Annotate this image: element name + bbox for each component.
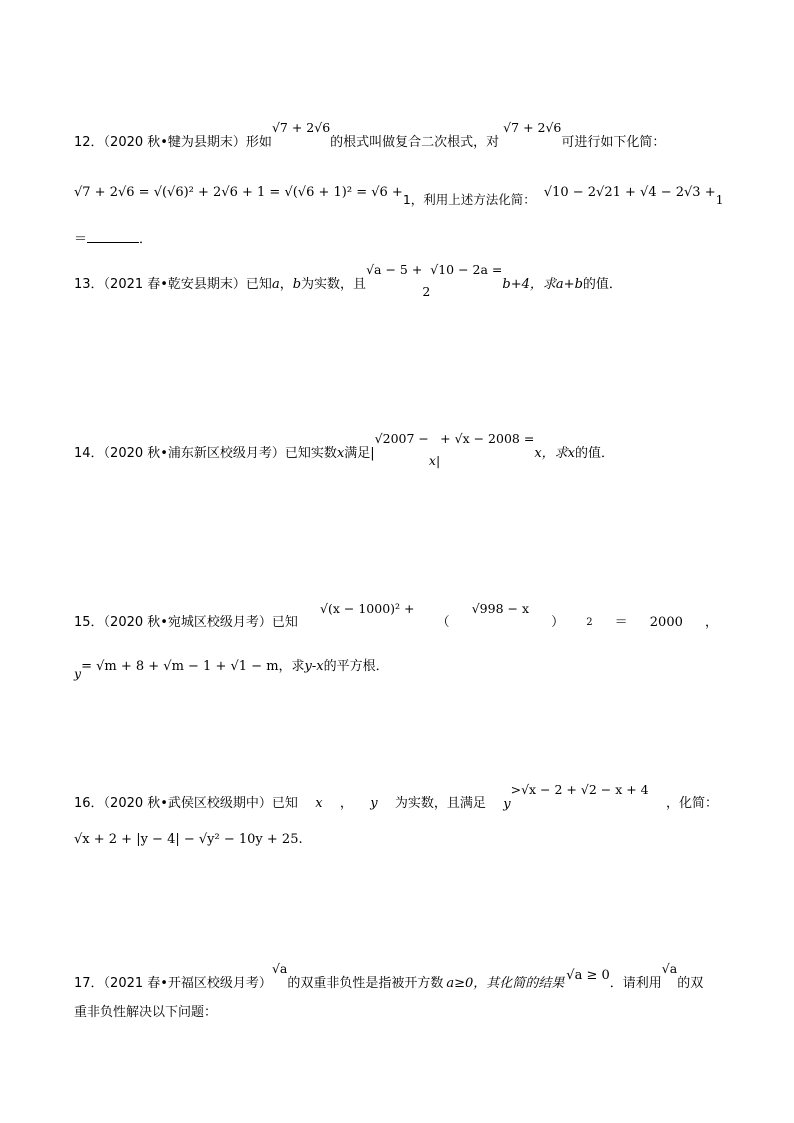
problem-12-line-2 (74, 182, 724, 207)
problem-16-line-2 (74, 830, 724, 850)
variable: x (567, 446, 575, 461)
problem-16-line-1 (74, 782, 718, 815)
exponent: 2 (586, 617, 593, 628)
problem-13-text: 13．（2021 春•乾安县期末）已知 (74, 277, 272, 292)
variable: y (370, 796, 378, 811)
math-expression: + √x − 2008 = (440, 431, 535, 446)
problem-15-text: ，求 (278, 659, 305, 674)
problem-16-text: 为实数，且满足 (394, 796, 486, 811)
math-expression: √10 − 2√21 + √4 − 2√3 + (543, 185, 716, 200)
comma: ， (279, 277, 293, 292)
variable: b (292, 277, 302, 292)
problem-14-text: 满足| (344, 446, 375, 461)
math-expression: √7 + 2√6 (271, 120, 331, 135)
math-expression: √a (271, 961, 288, 976)
comma: ， (339, 796, 353, 811)
problem-16-text: ，化简： (665, 796, 718, 811)
problem-17-text: 的双 (677, 976, 704, 991)
math-expression: √(x − 1000)² + (320, 601, 415, 616)
math-expression: √a − 5 + (366, 262, 423, 277)
problem-17-line-2 (74, 1003, 724, 1023)
problem-17-text: a≥0，其化简的结果 (446, 976, 565, 991)
math-expression: √a ≥ 0 (566, 968, 610, 983)
math-expression: √10 − 2a = (430, 262, 503, 277)
math-expression: x| (428, 453, 441, 468)
period: ． (139, 232, 153, 247)
problem-14-text: 的值． (575, 446, 615, 461)
problem-15-text: 15．（2020 秋•宛城区校级月考）已知 (74, 615, 298, 630)
problem-17-text: 重非负性解决以下问题： (74, 1005, 218, 1020)
problem-17-text: ．请利用 (609, 976, 662, 991)
problem-12-text: 的根式叫做复合二次根式，对 (330, 135, 500, 150)
coefficient: 2 (422, 284, 431, 299)
problem-12-line-3 (74, 230, 724, 250)
value: 2000 (649, 615, 683, 630)
paren-open: （ (436, 615, 450, 630)
problem-17-line-1 (74, 961, 724, 994)
problem-12-text: 1，利用上述方法化简： (402, 192, 536, 207)
problem-15-line-2 (74, 656, 724, 681)
variable: x (315, 796, 323, 811)
period: . (298, 832, 303, 847)
paren-close: ） (551, 615, 565, 630)
problem-14-line (74, 431, 724, 468)
problem-15-line-1 (74, 601, 718, 633)
math-expression: √998 − x (471, 601, 529, 616)
equals-sign: ＝ (74, 232, 88, 247)
equals-sign: ＝ (614, 615, 628, 630)
math-expression: = √m + 8 + √m − 1 + √1 − m (81, 659, 279, 674)
problem-17-text: 的双重非负性是指被开方数 (287, 976, 444, 991)
problem-14-text: 14．（2020 秋•浦东新区校级月考）已知实数 (74, 446, 337, 461)
math-expression: √7 + 2√6 (503, 120, 562, 135)
variable: y (503, 797, 511, 812)
variable: a+b (555, 277, 583, 292)
math-expression: √7 + 2√6 = √(√6)² + 2√6 + 1 = √(√6 + 1)² = √6 + (74, 185, 403, 200)
math-expression: √a (661, 961, 678, 976)
problem-12-text: 12．（2020 秋•犍为县期末）形如 (74, 135, 272, 150)
math-expression: √2007 − (374, 431, 429, 446)
problem-16-text: 16．（2020 秋•武侯区校级期中）已知 (74, 796, 298, 811)
variable: y (74, 666, 82, 681)
math-expression: √x + 2 + |y − 4| − √y² − 10y + 25 (74, 832, 299, 847)
answer-blank (87, 230, 139, 243)
variable: x (336, 446, 345, 461)
problem-14-text: x，求 (534, 446, 568, 461)
problem-12-text: 可进行如下化简： (561, 135, 666, 150)
variable: a (271, 277, 280, 292)
math-expression: >√x − 2 + √2 − x + 4 (510, 782, 649, 797)
problem-13-text: 为实数，且 (301, 277, 367, 292)
problem-15-text: 的平方根． (323, 659, 389, 674)
problem-17-text: 17．（2021 春•开福区校级月考） (74, 976, 272, 991)
problem-12-line-1 (74, 120, 724, 153)
problem-13-text: 的值． (582, 277, 622, 292)
math-expression: 1 (715, 192, 724, 207)
problem-13-text: b+4，求 (502, 277, 556, 292)
variable: y-x (304, 659, 324, 674)
problem-13-line (74, 262, 724, 299)
comma: ， (704, 615, 718, 630)
